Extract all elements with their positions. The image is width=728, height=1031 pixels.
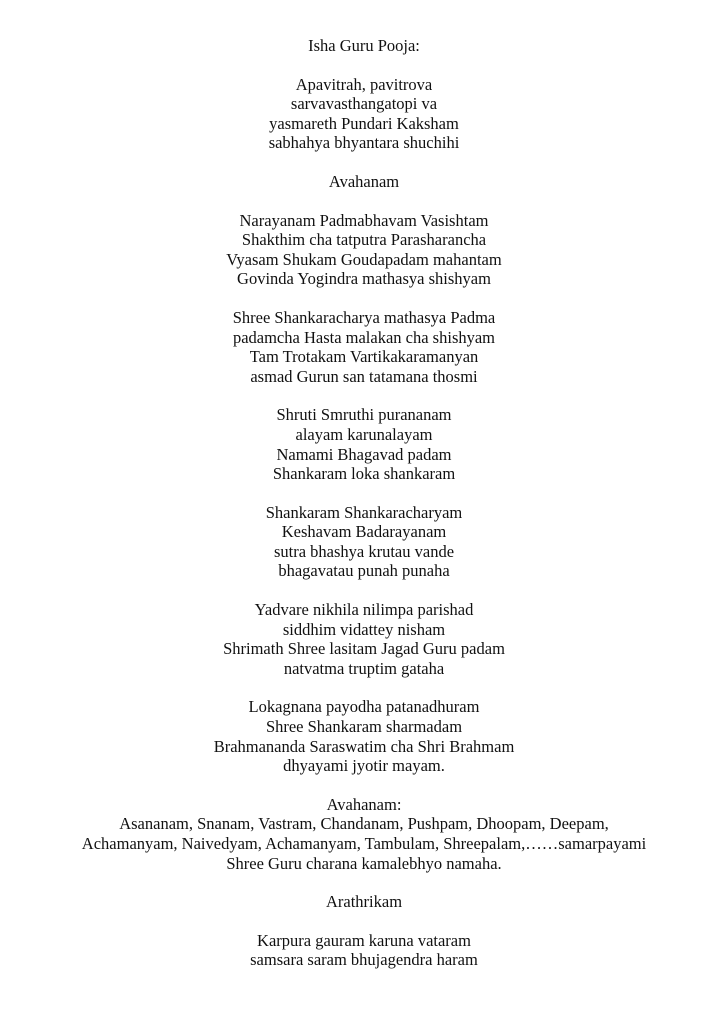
verse-line: sabhahya bhyantara shuchihi [268, 133, 460, 153]
verse-line: Apavitrah, pavitrova [295, 74, 433, 94]
verse-line: asmad Gurun san tatamana thosmi [250, 366, 478, 386]
opening-verse [0, 75, 728, 153]
offering-line: Asananam, Snanam, Vastram, Chandanam, Pushpam, Dhoopam, Deepam, [119, 814, 609, 834]
verse-line: Shakthim cha tatputra Parasharancha [241, 230, 487, 250]
title-text: Isha Guru Pooja: [308, 36, 420, 55]
stanza-1 [0, 211, 728, 289]
offering-line: Shree Guru charana kamalebhyo namaha. [226, 853, 502, 873]
verse-line: Vyasam Shukam Goudapadam mahantam [226, 249, 502, 269]
verse-line: bhagavatau punah punaha [278, 561, 450, 581]
verse-line: Karpura gauram karuna vataram [257, 930, 471, 950]
stanza-6 [0, 697, 728, 775]
verse-line: Shree Shankaracharya mathasya Padma [232, 307, 496, 327]
verse-line: Govinda Yogindra mathasya shishyam [237, 269, 491, 289]
verse-line: Yadvare nikhila nilimpa parishad [254, 600, 474, 620]
verse-line: Lokagnana payodha patanadhuram [248, 697, 480, 717]
section-heading-arathrikam [0, 892, 728, 912]
verse-line: Tam Trotakam Vartikakaramanyan [249, 347, 479, 367]
verse-line: Keshavam Badarayanam [281, 522, 447, 542]
verse-line: Shankaram Shankaracharyam [265, 502, 463, 522]
verse-line: padamcha Hasta malakan cha shishyam [232, 327, 496, 347]
verse-line: Shrimath Shree lasitam Jagad Guru padam [223, 639, 505, 659]
stanza-2 [0, 308, 728, 386]
page-title [0, 36, 728, 56]
verse-line: Shruti Smruthi purananam [276, 405, 452, 425]
verse-line: sutra bhashya krutau vande [273, 541, 455, 561]
offering-line: Achamanyam, Naivedyam, Achamanyam, Tambulam, Shreepalam,……samarpayami [81, 834, 647, 853]
verse-line: Shankaram loka shankaram [272, 464, 456, 484]
heading-text: Arathrikam [325, 892, 403, 912]
stanza-5 [0, 600, 728, 678]
verse-line: siddhim vidattey nisham [282, 619, 446, 639]
heading-text: Avahanam [328, 171, 400, 191]
offering-list [0, 795, 728, 873]
closing-verse [0, 931, 728, 970]
verse-line: Brahmananda Saraswatim cha Shri Brahmam [213, 736, 515, 756]
verse-line: Namami Bhagavad padam [276, 444, 452, 464]
verse-line: dhyayami jyotir mayam. [283, 756, 445, 776]
verse-line: natvatma truptim gataha [283, 658, 445, 678]
verse-line: samsara saram bhujagendra haram [250, 950, 478, 970]
verse-line: yasmareth Pundari Kaksham [269, 113, 459, 133]
verse-line: Narayanam Padmabhavam Vasishtam [239, 210, 489, 230]
verse-line: sarvavasthangatopi va [290, 94, 438, 114]
stanza-4 [0, 503, 728, 581]
section-heading-avahanam [0, 172, 728, 192]
document-body [0, 36, 728, 989]
verse-line: alayam karunalayam [295, 424, 433, 444]
verse-line: Shree Shankaram sharmadam [265, 717, 463, 737]
stanza-3 [0, 405, 728, 483]
offering-heading: Avahanam: [326, 794, 402, 814]
